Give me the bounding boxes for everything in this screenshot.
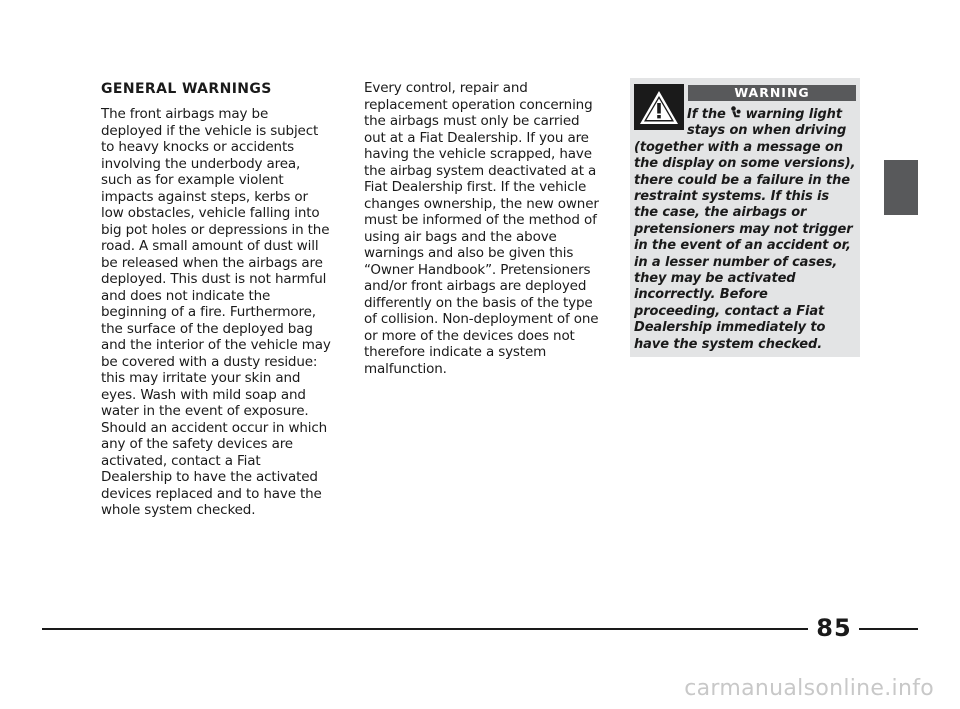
warning-line-2: stays on when driving [687, 123, 847, 139]
left-column-paragraph: The front airbags may be deployed if the vehicle is subject to heavy knocks or accidents involving the underbody area, such as for example violent impacts against steps, kerbs or low obstacles, vehicle falling into big pot holes or depressions in the road. A small amount of dust will be released when the airbags are deployed. This dust is not harmful and does not indicate the beginning of a fire. Furthermore, the surface of the deployed bag and the interior of the vehicle may be covered with a dusty residue: this may irritate your skin and eyes. Wash with mild soap and water in the event of exposure. Should an accident occur in which any of the safety devices are activated, contact a Fiat Dealership to have the activated devices replaced and to have the whole system checked. [101, 106, 331, 518]
warning-line-1-start: If the [687, 107, 731, 122]
warning-line-1-end: warning light [741, 107, 842, 122]
page-number: 85 [816, 614, 852, 642]
watermark: carmanualsonline.info [684, 676, 934, 701]
warning-banner: WARNING [688, 85, 856, 101]
warning-box [630, 78, 860, 357]
left-column [101, 80, 333, 519]
middle-column-paragraph: Every control, repair and replacement operation concerning the airbags must only be carried out at a Fiat Dealership. If you are having the vehicle scrapped, have the airbag system deactivated at a Fiat Dealership first. If the vehicle changes ownership, the new owner must be informed of the method of using air bags and the above warnings and also be given this “Owner Handbook”. Pretensioners and/or front airbags are deployed differently on the basis of the type of collision. Non-deployment of one or more of the devices does not therefore indicate a system malfunction. [364, 80, 599, 377]
airbag-warning-light-icon [730, 106, 741, 119]
section-side-tab [884, 160, 918, 215]
middle-column [364, 80, 600, 377]
section-heading: GENERAL WARNINGS [101, 81, 272, 97]
warning-line-1 [634, 106, 856, 123]
footer-rule-right [859, 628, 918, 630]
footer-rule-left [42, 628, 808, 630]
warning-text [634, 106, 856, 353]
warning-body: (together with a message on the display on some versions), there could be a failure in the restraint systems. If this is the case, the airbags or pretensioners may not trigger in the event of an accident or, in a lesser number of cases, they may be activated incorrectly. Before proceeding, contact a Fiat Dealership immediately to have the system checked. [634, 139, 856, 352]
